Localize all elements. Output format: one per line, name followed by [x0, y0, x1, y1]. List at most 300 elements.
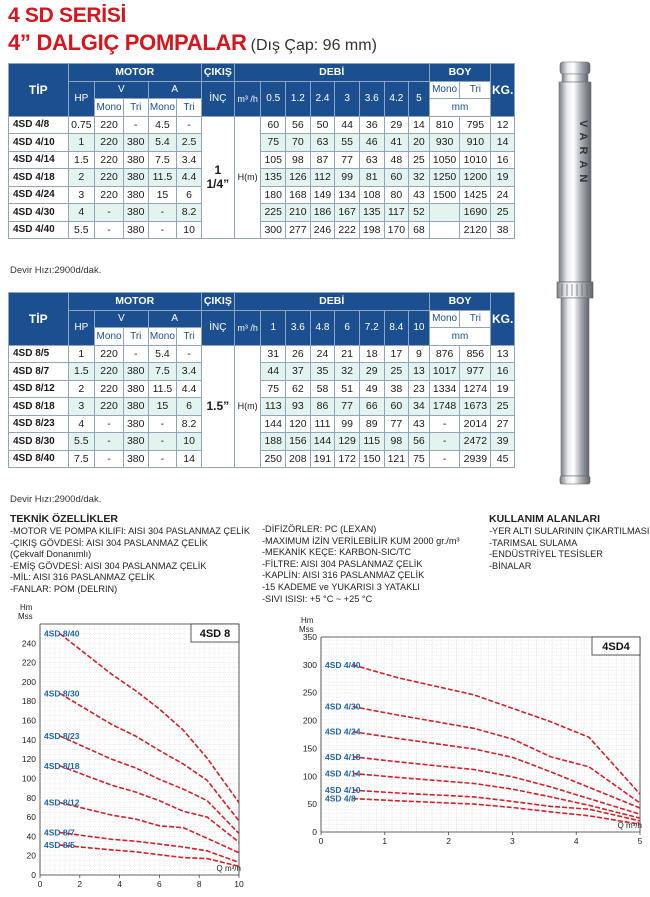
row-head: 112	[310, 169, 335, 187]
rpm-note-8: Devir Hızı:2900d/dak.	[10, 494, 102, 505]
row-v-tri: 380	[123, 169, 148, 187]
row-head: 150	[359, 450, 384, 468]
row-a-tri: -	[177, 116, 202, 134]
series-label: 4SD 8/12	[44, 797, 80, 808]
row-head: 9	[409, 345, 430, 363]
y-tick-label: 180	[21, 696, 36, 707]
x-tick-label: 0	[37, 879, 43, 889]
row-kg: 25	[491, 204, 515, 222]
row-head: 208	[286, 450, 311, 468]
row-kg: 39	[491, 433, 515, 451]
col-boy-mono: Mono	[429, 310, 460, 328]
feature-item: -MOTOR VE POMPA KILIFI: AISI 304 PASLANMAZ ÇELİK	[10, 526, 250, 536]
col-flow: 2.4	[310, 81, 335, 116]
row-head: 58	[310, 380, 335, 398]
row-v-tri: 380	[123, 221, 148, 239]
head-unit: H(m)	[234, 345, 261, 468]
col-v-tri: Tri	[123, 99, 148, 117]
row-head: 14	[409, 116, 430, 134]
row-kg: 24	[491, 186, 515, 204]
row-v-mono: 220	[95, 151, 124, 169]
row-a-mono: 11.5	[148, 380, 177, 398]
row-head: 80	[384, 186, 409, 204]
row-boy-mono: 930	[429, 134, 460, 152]
y-axis-label-1: Hm	[301, 616, 314, 625]
row-boy-tri: 1010	[460, 151, 491, 169]
col-cikis: ÇIKIŞ	[201, 64, 234, 82]
col-motor: MOTOR	[68, 293, 201, 311]
series-4sd-4-24	[325, 727, 640, 808]
series-label: 4SD 8/40	[44, 628, 80, 639]
row-kg: 45	[491, 450, 515, 468]
row-v-mono: -	[95, 450, 124, 468]
row-a-tri: 10	[177, 433, 202, 451]
row-head: 77	[335, 398, 360, 416]
feature-item: -MEKANİK KEÇE: KARBON-SIC/TC	[262, 547, 412, 558]
row-boy-mono: -	[429, 450, 460, 468]
row-head: 87	[310, 151, 335, 169]
row-a-mono: 4.5	[148, 116, 177, 134]
row-v-tri: 380	[123, 450, 148, 468]
row-boy-tri: 910	[460, 134, 491, 152]
col-flow: 10	[409, 310, 430, 345]
row-a-mono: 11.5	[148, 169, 177, 187]
row-hp: 4	[68, 415, 95, 433]
row-v-mono: 220	[95, 134, 124, 152]
row-head: 48	[384, 151, 409, 169]
row-a-tri: 6	[177, 186, 202, 204]
series-line	[60, 845, 239, 866]
chart-4sd4	[268, 616, 650, 897]
col-a-tri: Tri	[177, 328, 202, 346]
table-row	[9, 169, 515, 187]
row-a-mono: -	[148, 221, 177, 239]
row-boy-mono: 1334	[429, 380, 460, 398]
row-head: 135	[359, 204, 384, 222]
pump-brand-text: VARAN	[577, 120, 589, 189]
col-debi: DEBİ	[234, 293, 429, 311]
row-model: 4SD 4/30	[9, 204, 69, 222]
row-head: 56	[409, 433, 430, 451]
row-head: 191	[310, 450, 335, 468]
row-head: 62	[286, 380, 311, 398]
row-head: 156	[286, 433, 311, 451]
feature-item: -DİFİZÖRLER: PC (LEXAN)	[262, 524, 377, 534]
row-head: 32	[409, 169, 430, 187]
row-head: 86	[310, 398, 335, 416]
row-a-tri: 14	[177, 450, 202, 468]
series-label: 4SD 4/30	[325, 701, 361, 712]
row-head: 63	[359, 151, 384, 169]
row-hp: 7.5	[68, 450, 95, 468]
y-tick-label: 350	[302, 632, 317, 642]
row-head: 93	[286, 398, 311, 416]
feature-item: -FİLTRE: AISI 304 PASLANMAZ ÇELİK	[262, 558, 423, 569]
col-v: V	[95, 81, 148, 99]
feature-item: -FANLAR: POM (DELRIN)	[10, 583, 118, 594]
row-a-mono: -	[148, 415, 177, 433]
row-model: 4SD 4/18	[9, 169, 69, 187]
col-boy: BOY	[429, 293, 491, 311]
row-head: 49	[359, 380, 384, 398]
y-tick-label: 50	[307, 799, 317, 810]
y-axis-label-2: Mss	[299, 625, 314, 634]
row-head: 29	[384, 116, 409, 134]
row-head: 32	[335, 363, 360, 381]
row-head: 105	[261, 151, 286, 169]
row-hp: 2	[68, 169, 95, 187]
col-flow: 1.2	[286, 81, 311, 116]
row-head: 126	[286, 169, 311, 187]
row-head: 180	[261, 186, 286, 204]
row-head: 60	[261, 116, 286, 134]
header-row-1	[9, 64, 515, 82]
row-kg: 16	[491, 151, 515, 169]
row-head: 198	[359, 221, 384, 239]
y-axis-label-1: Hm	[20, 603, 33, 612]
row-kg: 14	[491, 134, 515, 152]
row-a-tri: 8.2	[177, 415, 202, 433]
row-model: 4SD 4/8	[9, 116, 69, 134]
series-label: 4SD 8/5	[44, 840, 75, 851]
row-head: 170	[384, 221, 409, 239]
row-head: 135	[261, 169, 286, 187]
col-a: A	[148, 310, 201, 328]
row-head: 52	[409, 204, 430, 222]
spec-table-4sd4	[8, 63, 515, 239]
col-flow: 1	[261, 310, 286, 345]
spec-table-4sd8	[8, 292, 515, 468]
row-head: 41	[384, 134, 409, 152]
row-boy-tri: 856	[460, 345, 491, 363]
row-boy-mono: 1500	[429, 186, 460, 204]
row-head: 99	[335, 415, 360, 433]
pump-image	[556, 58, 594, 488]
x-tick-label: 2	[77, 879, 83, 889]
col-tip: TİP	[9, 64, 69, 117]
col-flow: 3	[335, 81, 360, 116]
table-row	[9, 221, 515, 239]
row-boy-mono: -	[429, 433, 460, 451]
row-hp: 4	[68, 204, 95, 222]
row-head: 51	[335, 380, 360, 398]
row-a-mono: 15	[148, 186, 177, 204]
row-a-tri: 6	[177, 398, 202, 416]
row-head: 13	[409, 363, 430, 381]
outlet-size: 1 1/4”	[201, 116, 234, 239]
y-tick-label: 0	[312, 827, 317, 837]
usage-list	[489, 526, 649, 572]
chart-title: 4SD4	[602, 641, 630, 653]
row-head: 55	[335, 134, 360, 152]
row-v-mono: -	[95, 204, 124, 222]
header-row-2	[9, 81, 515, 99]
col-a-mono: Mono	[148, 328, 177, 346]
row-head: 17	[384, 345, 409, 363]
row-kg: 38	[491, 221, 515, 239]
row-boy-tri: 1425	[460, 186, 491, 204]
y-tick-label: 200	[21, 676, 36, 687]
row-head: 46	[359, 134, 384, 152]
row-kg: 25	[491, 398, 515, 416]
feature-item: -SIVI ISISI: +5 °C ~ +25 °C	[262, 593, 373, 604]
row-head: 50	[310, 116, 335, 134]
col-flow: 5	[409, 81, 430, 116]
row-model: 4SD 8/40	[9, 450, 69, 468]
x-tick-label: 2	[446, 836, 451, 846]
row-head: 225	[261, 204, 286, 222]
col-flow: 3.6	[359, 81, 384, 116]
row-model: 4SD 4/40	[9, 221, 69, 239]
row-v-mono: 220	[95, 398, 124, 416]
col-cikis: ÇIKIŞ	[201, 293, 234, 311]
row-head: 44	[261, 363, 286, 381]
head-unit: H(m)	[234, 116, 261, 239]
row-a-mono: -	[148, 450, 177, 468]
row-a-tri: 4.4	[177, 169, 202, 187]
row-head: 38	[384, 380, 409, 398]
row-head: 36	[359, 116, 384, 134]
row-head: 89	[359, 415, 384, 433]
feature-item: -MİL: AISI 316 PASLANMAZ ÇELİK	[10, 572, 155, 583]
row-kg: 19	[491, 169, 515, 187]
row-hp: 1.5	[68, 363, 95, 381]
row-head: 120	[286, 415, 311, 433]
row-head: 56	[286, 116, 311, 134]
row-v-tri: 380	[123, 415, 148, 433]
row-hp: 1.5	[68, 151, 95, 169]
y-tick-label: 80	[26, 792, 36, 803]
y-tick-label: 200	[302, 715, 317, 726]
row-head: 18	[359, 345, 384, 363]
y-tick-label: 100	[302, 771, 317, 782]
row-kg: 27	[491, 415, 515, 433]
col-debi: DEBİ	[234, 64, 429, 82]
row-kg: 12	[491, 116, 515, 134]
row-boy-tri: 977	[460, 363, 491, 381]
row-v-mono: 220	[95, 116, 124, 134]
row-head: 60	[384, 169, 409, 187]
row-a-mono: -	[148, 204, 177, 222]
series-4sd-4-30	[325, 702, 640, 803]
row-v-tri: 380	[123, 134, 148, 152]
row-kg: 13	[491, 345, 515, 363]
row-head: 98	[286, 151, 311, 169]
row-head: 113	[261, 398, 286, 416]
series-4sd-4-10	[325, 785, 640, 821]
row-boy-mono	[429, 221, 460, 239]
row-a-mono: 5.4	[148, 345, 177, 363]
row-head: 115	[359, 433, 384, 451]
col-v-mono: Mono	[95, 99, 124, 117]
row-head: 75	[261, 134, 286, 152]
col-flow: 4.8	[310, 310, 335, 345]
feature-item: -ÇIKIŞ GÖVDESİ: AISI 304 PASLANMAZ ÇELİK	[10, 537, 208, 548]
row-v-tri: 380	[123, 433, 148, 451]
row-head: 29	[359, 363, 384, 381]
row-head: 168	[286, 186, 311, 204]
col-kg: KG.	[491, 293, 515, 346]
row-v-mono: -	[95, 433, 124, 451]
row-kg: 16	[491, 363, 515, 381]
row-head: 70	[286, 134, 311, 152]
y-tick-label: 160	[21, 715, 36, 726]
table-row	[9, 186, 515, 204]
row-a-tri: 10	[177, 221, 202, 239]
row-a-tri: -	[177, 345, 202, 363]
col-v: V	[95, 310, 148, 328]
spec-table-body	[9, 293, 515, 468]
row-head: 66	[359, 398, 384, 416]
y-tick-label: 150	[302, 743, 317, 754]
row-head: 25	[409, 151, 430, 169]
table-row	[9, 151, 515, 169]
row-boy-mono: 1748	[429, 398, 460, 416]
row-hp: 1	[68, 134, 95, 152]
row-head: 34	[409, 398, 430, 416]
row-head: 246	[310, 221, 335, 239]
row-head: 134	[335, 186, 360, 204]
col-a-mono: Mono	[148, 99, 177, 117]
row-boy-tri: 1200	[460, 169, 491, 187]
col-v-mono: Mono	[95, 328, 124, 346]
row-head: 37	[286, 363, 311, 381]
row-head: 43	[409, 415, 430, 433]
y-tick-label: 120	[21, 754, 36, 765]
feature-item: -EMİŞ GÖVDESİ: AISI 304 PASLANMAZ ÇELİK	[10, 560, 207, 571]
product-title-sub: (Dış Çap: 96 mm)	[250, 37, 377, 54]
row-head: 24	[310, 345, 335, 363]
row-head: 20	[409, 134, 430, 152]
col-flow: 7.2	[359, 310, 384, 345]
row-v-tri: -	[123, 116, 148, 134]
table-row	[9, 204, 515, 222]
series-label: 4SD 4/18	[325, 751, 361, 762]
row-boy-mono: 1250	[429, 169, 460, 187]
row-head: 75	[409, 450, 430, 468]
col-flow: 8.4	[384, 310, 409, 345]
table-row	[9, 134, 515, 152]
header-row-1	[9, 293, 515, 311]
row-head: 121	[384, 450, 409, 468]
x-tick-label: 1	[382, 836, 388, 846]
series-4sd-8-5	[44, 840, 239, 866]
row-head: 23	[409, 380, 430, 398]
row-head: 188	[261, 433, 286, 451]
y-tick-label: 60	[26, 812, 36, 823]
row-boy-tri: 1274	[460, 380, 491, 398]
chart-4sd8	[0, 603, 260, 897]
spec-table-body	[9, 64, 515, 239]
x-tick-label: 6	[157, 879, 162, 889]
row-head: 144	[261, 415, 286, 433]
row-v-mono: 220	[95, 186, 124, 204]
table-row	[9, 380, 515, 398]
feature-item: (Çekvalf Donanımlı)	[10, 549, 92, 560]
row-model: 4SD 8/23	[9, 415, 69, 433]
row-head: 172	[335, 450, 360, 468]
row-head: 210	[286, 204, 311, 222]
row-v-tri: 380	[123, 363, 148, 381]
col-hp: HP	[68, 310, 95, 345]
y-tick-label: 220	[21, 657, 36, 668]
row-head: 60	[384, 398, 409, 416]
series-line	[60, 803, 239, 853]
row-v-mono: 220	[95, 169, 124, 187]
usage-item: -BİNALAR	[489, 560, 532, 571]
row-model: 4SD 4/14	[9, 151, 69, 169]
row-boy-mono: 876	[429, 345, 460, 363]
row-head: 111	[310, 415, 335, 433]
col-a-tri: Tri	[177, 99, 202, 117]
col-mm: mm	[429, 328, 491, 346]
row-hp: 5.5	[68, 221, 95, 239]
row-head: 63	[310, 134, 335, 152]
row-v-tri: 380	[123, 151, 148, 169]
row-model: 4SD 4/10	[9, 134, 69, 152]
y-tick-label: 300	[302, 659, 317, 670]
col-motor: MOTOR	[68, 64, 201, 82]
series-label: 4SD 8/30	[44, 688, 80, 699]
rpm-note-4: Devir Hızı:2900d/dak.	[10, 265, 102, 276]
technical-title: TEKNİK ÖZELLİKLER	[10, 513, 118, 525]
row-v-tri: -	[123, 345, 148, 363]
table-row	[9, 450, 515, 468]
row-head: 300	[261, 221, 286, 239]
row-a-mono: 15	[148, 398, 177, 416]
row-hp: 5.5	[68, 433, 95, 451]
row-v-tri: 380	[123, 186, 148, 204]
row-v-mono: 220	[95, 380, 124, 398]
series-label: 4SD 4/10	[325, 785, 361, 796]
row-a-mono: 5.4	[148, 134, 177, 152]
feature-item: -MAXIMUM İZİN VERİLEBİLİR KUM 2000 gr./m³	[262, 535, 460, 546]
series-label: 4SD 4/14	[325, 768, 361, 779]
col-tip: TİP	[9, 293, 69, 346]
row-a-mono: -	[148, 433, 177, 451]
row-head: 277	[286, 221, 311, 239]
row-model: 4SD 4/24	[9, 186, 69, 204]
series-label: 4SD 4/24	[325, 726, 361, 737]
row-kg: 19	[491, 380, 515, 398]
y-axis-label-2: Mss	[18, 612, 33, 621]
row-v-mono: 220	[95, 345, 124, 363]
col-boy: BOY	[429, 64, 491, 82]
col-kg: KG.	[491, 64, 515, 117]
table-row	[9, 433, 515, 451]
row-head: 108	[359, 186, 384, 204]
row-model: 4SD 8/30	[9, 433, 69, 451]
row-hp: 3	[68, 186, 95, 204]
feature-item: -KAPLİN: AISI 316 PASLANMAZ ÇELİK	[262, 570, 425, 581]
series-title: 4 SD SERİSİ	[8, 4, 127, 27]
row-boy-mono: 810	[429, 116, 460, 134]
row-a-tri: 3.4	[177, 151, 202, 169]
table-row	[9, 345, 515, 363]
row-head: 250	[261, 450, 286, 468]
row-head: 44	[335, 116, 360, 134]
row-v-tri: 380	[123, 380, 148, 398]
chart-title: 4SD 8	[199, 628, 231, 640]
row-boy-mono: -	[429, 415, 460, 433]
row-hp: 1	[68, 345, 95, 363]
x-tick-label: 8	[196, 879, 202, 889]
row-hp: 2	[68, 380, 95, 398]
x-axis-label: Q m³/h	[216, 864, 241, 873]
y-tick-label: 240	[21, 638, 36, 649]
y-tick-label: 100	[21, 773, 36, 784]
row-boy-tri: 2120	[460, 221, 491, 239]
